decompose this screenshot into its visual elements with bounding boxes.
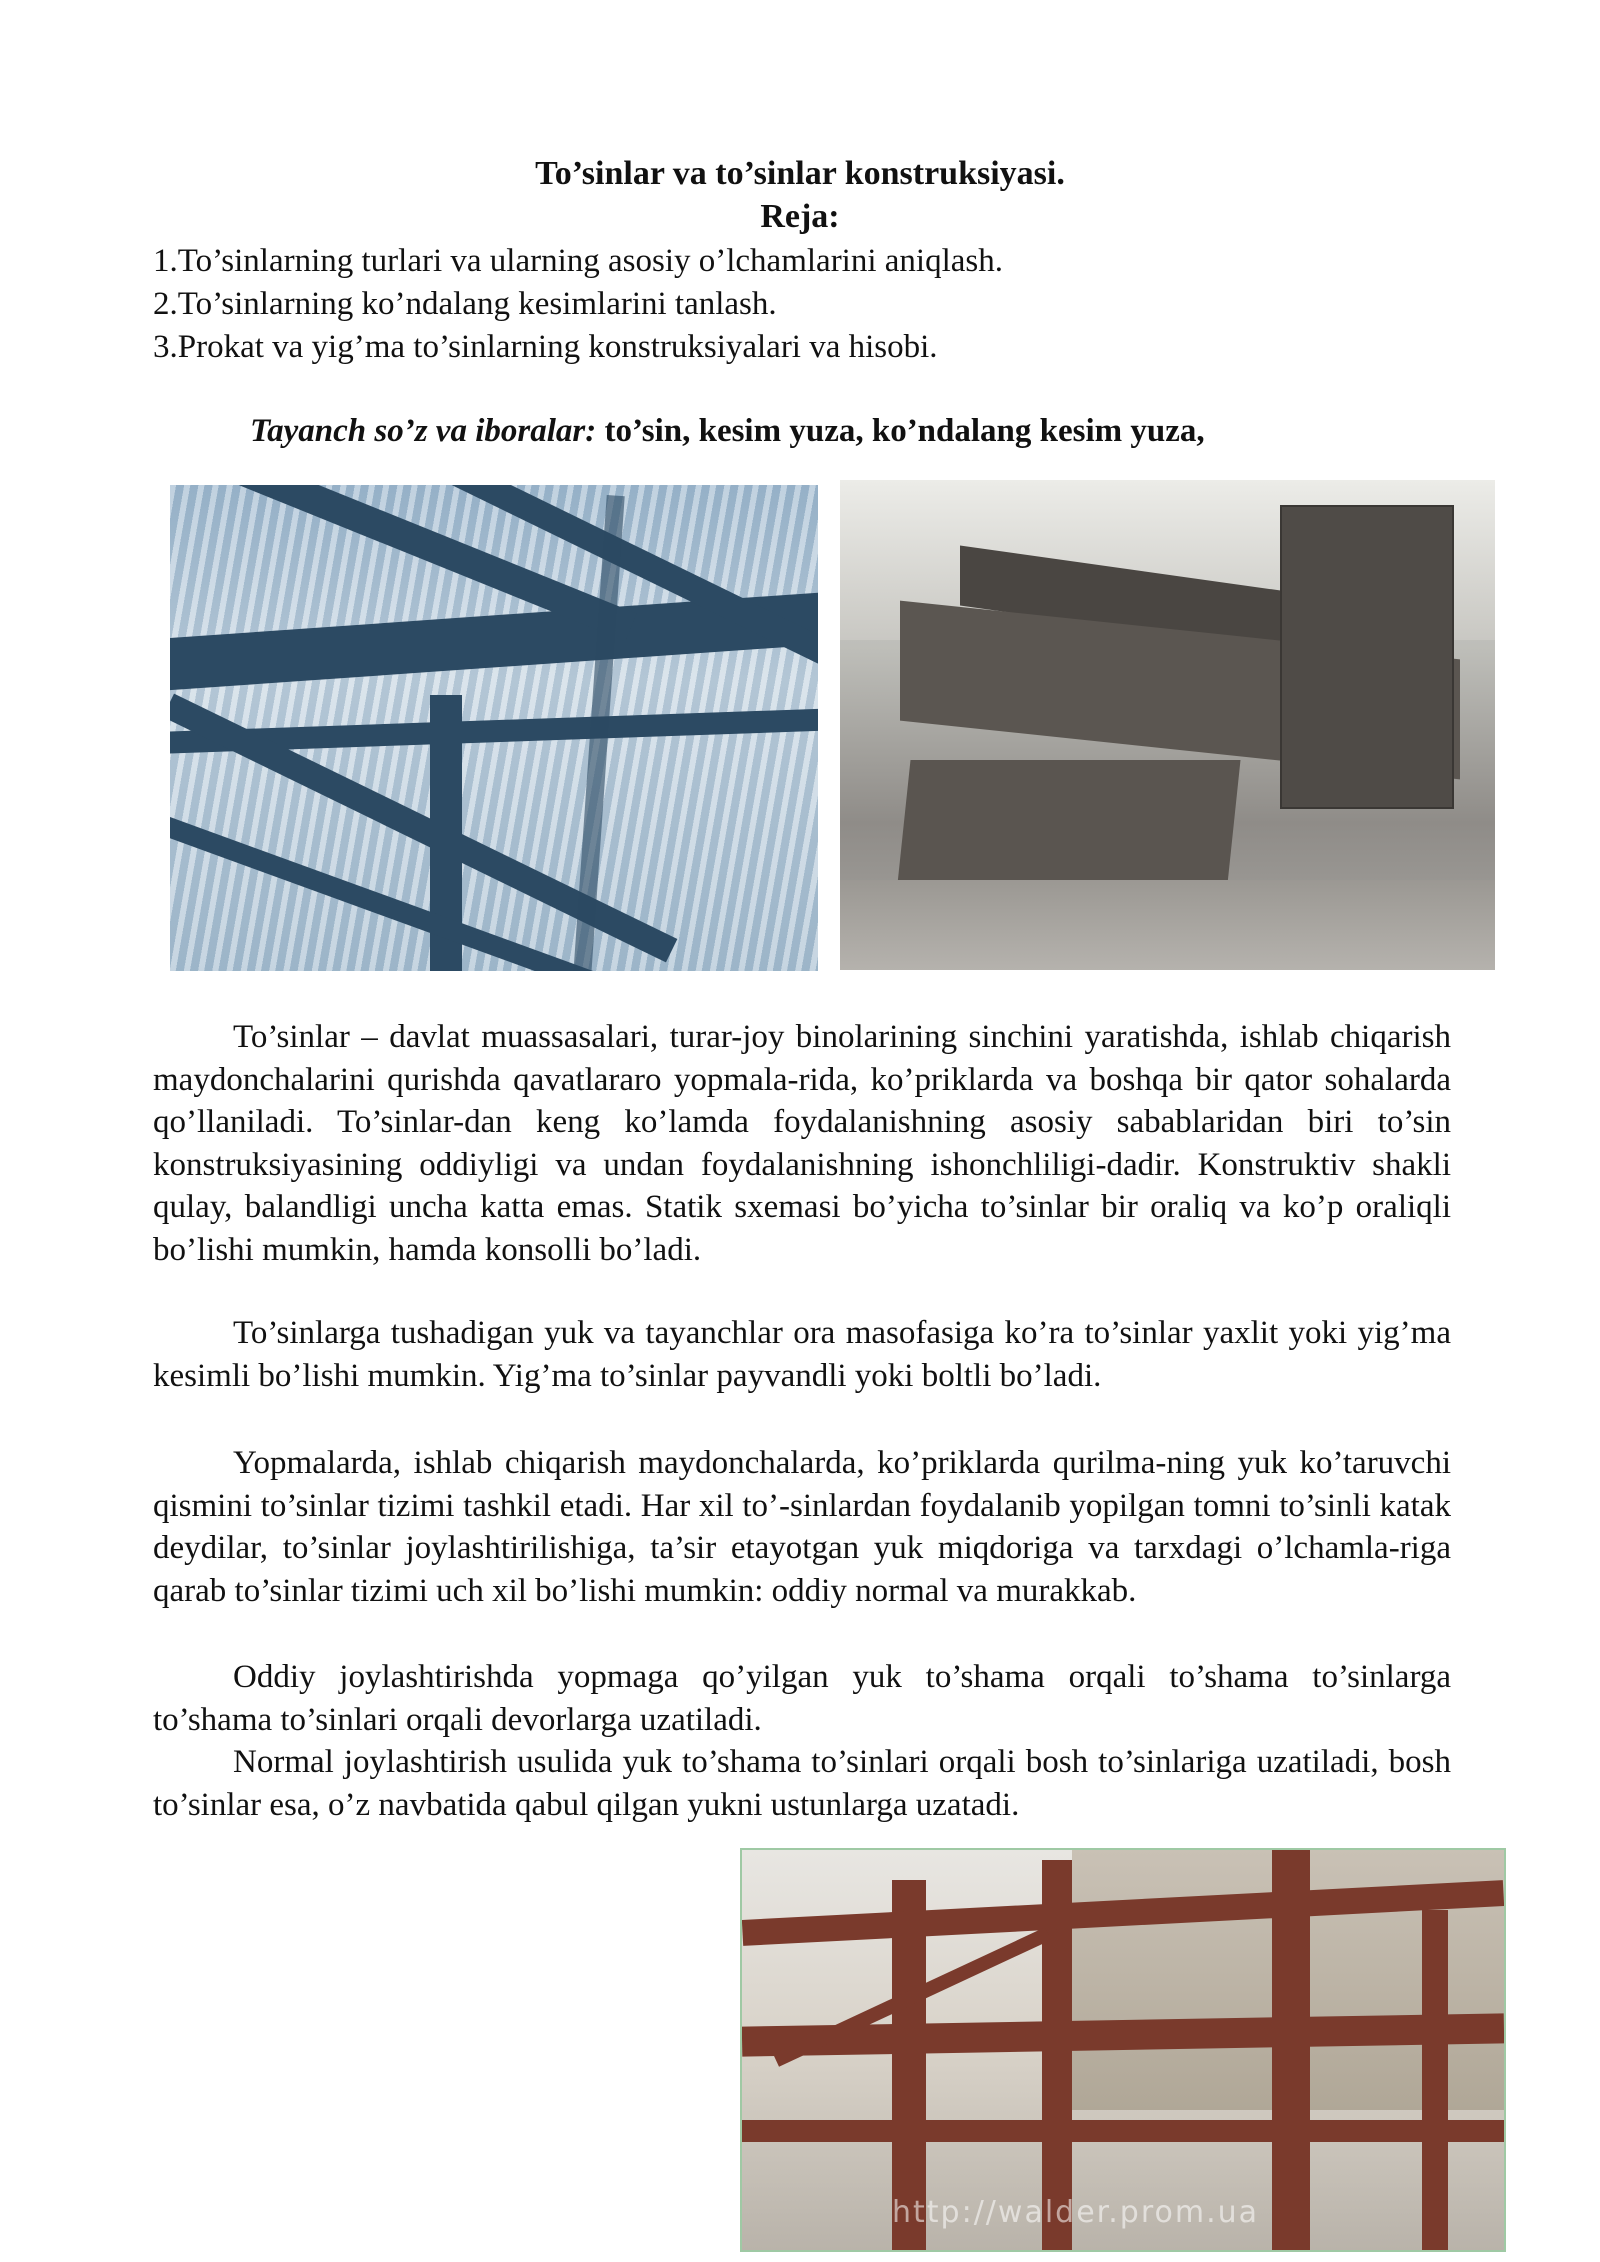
plan-item-2: 2.To’sinlarning ko’ndalang kesimlarini tanlash. [153, 286, 777, 322]
paragraph-4: Oddiy joylashtirishda yopmaga qo’yilgan yuk to’shama orqali to’shama to’sinlarga to’shama to’sinlari orqali devorlarga uzatiladi. [153, 1659, 1451, 1738]
plan-heading: Reja: [760, 198, 840, 235]
photo-red-steel-frame [740, 1848, 1506, 2252]
photo-steel-roof-frame [170, 485, 818, 971]
photo-watermark: http://walder.prom.ua [892, 2195, 1260, 2230]
keywords-lead: Tayanch so’z va iboralar: [250, 413, 597, 449]
keywords-text: to’sin, kesim yuza, ko’ndalang kesim yuza, [596, 413, 1205, 449]
paragraph-1: To’sinlar – davlat muassasalari, turar-joy binolarining sinchini yaratishda, ishlab chiqarish maydonchalarini qurishda qavatlararo yopmala-rida, ko’priklarda va boshqa bir qator sohalarda qo’llaniladi. To’sinlar-dan keng ko’lamda foydalanishning asosiy sabablaridan biri to’sin konstruksiyasining oddiyligi va undan foydalanishning ishonchliligi-dadir. Konstruktiv shakli qulay, balandligi uncha katta emas. Statik sxemasi bo’yicha to’sinlar bir oraliq va ko’p oraliqli bo’lishi mumkin, hamda konsolli bo’ladi. [153, 1019, 1451, 1268]
plan-item-3: 3.Prokat va yig’ma to’sinlarning konstruksiyalari va hisobi. [153, 329, 938, 365]
photo-welded-beams-workshop [840, 480, 1495, 970]
paragraph-3: Yopmalarda, ishlab chiqarish maydonchalarda, ko’priklarda qurilma-ning yuk ko’taruvchi qismini to’sinlar tizimi tashkil etadi. Har xil to’-sinlardan foydalanib yopilgan tomni to’sinli katak deydilar, to’sinlar joylashtirilishiga, ta’sir etayotgan yuk miqdoriga va tarxdagi o’lchamla-riga qarab to’sinlar tizimi uch xil bo’lishi mumkin: oddiy normal va murakkab. [153, 1445, 1451, 1609]
plan-item-1: 1.To’sinlarning turlari va ularning asosiy o’lchamlarini aniqlash. [153, 243, 1003, 279]
keywords-line [250, 410, 1205, 452]
paragraph-2: To’sinlarga tushadigan yuk va tayanchlar ora masofasiga ko’ra to’sinlar yaxlit yoki yig’ma kesimli bo’lishi mumkin. Yig’ma to’sinlar payvandli yoki boltli bo’ladi. [153, 1315, 1451, 1394]
paragraph-5: Normal joylashtirish usulida yuk to’shama to’sinlari orqali bosh to’sinlariga uzatiladi, bosh to’sinlar esa, o’z navbatida qabul qilgan yukni ustunlarga uzatadi. [153, 1744, 1451, 1823]
document-title: To’sinlar va to’sinlar konstruksiyasi. [535, 155, 1065, 192]
